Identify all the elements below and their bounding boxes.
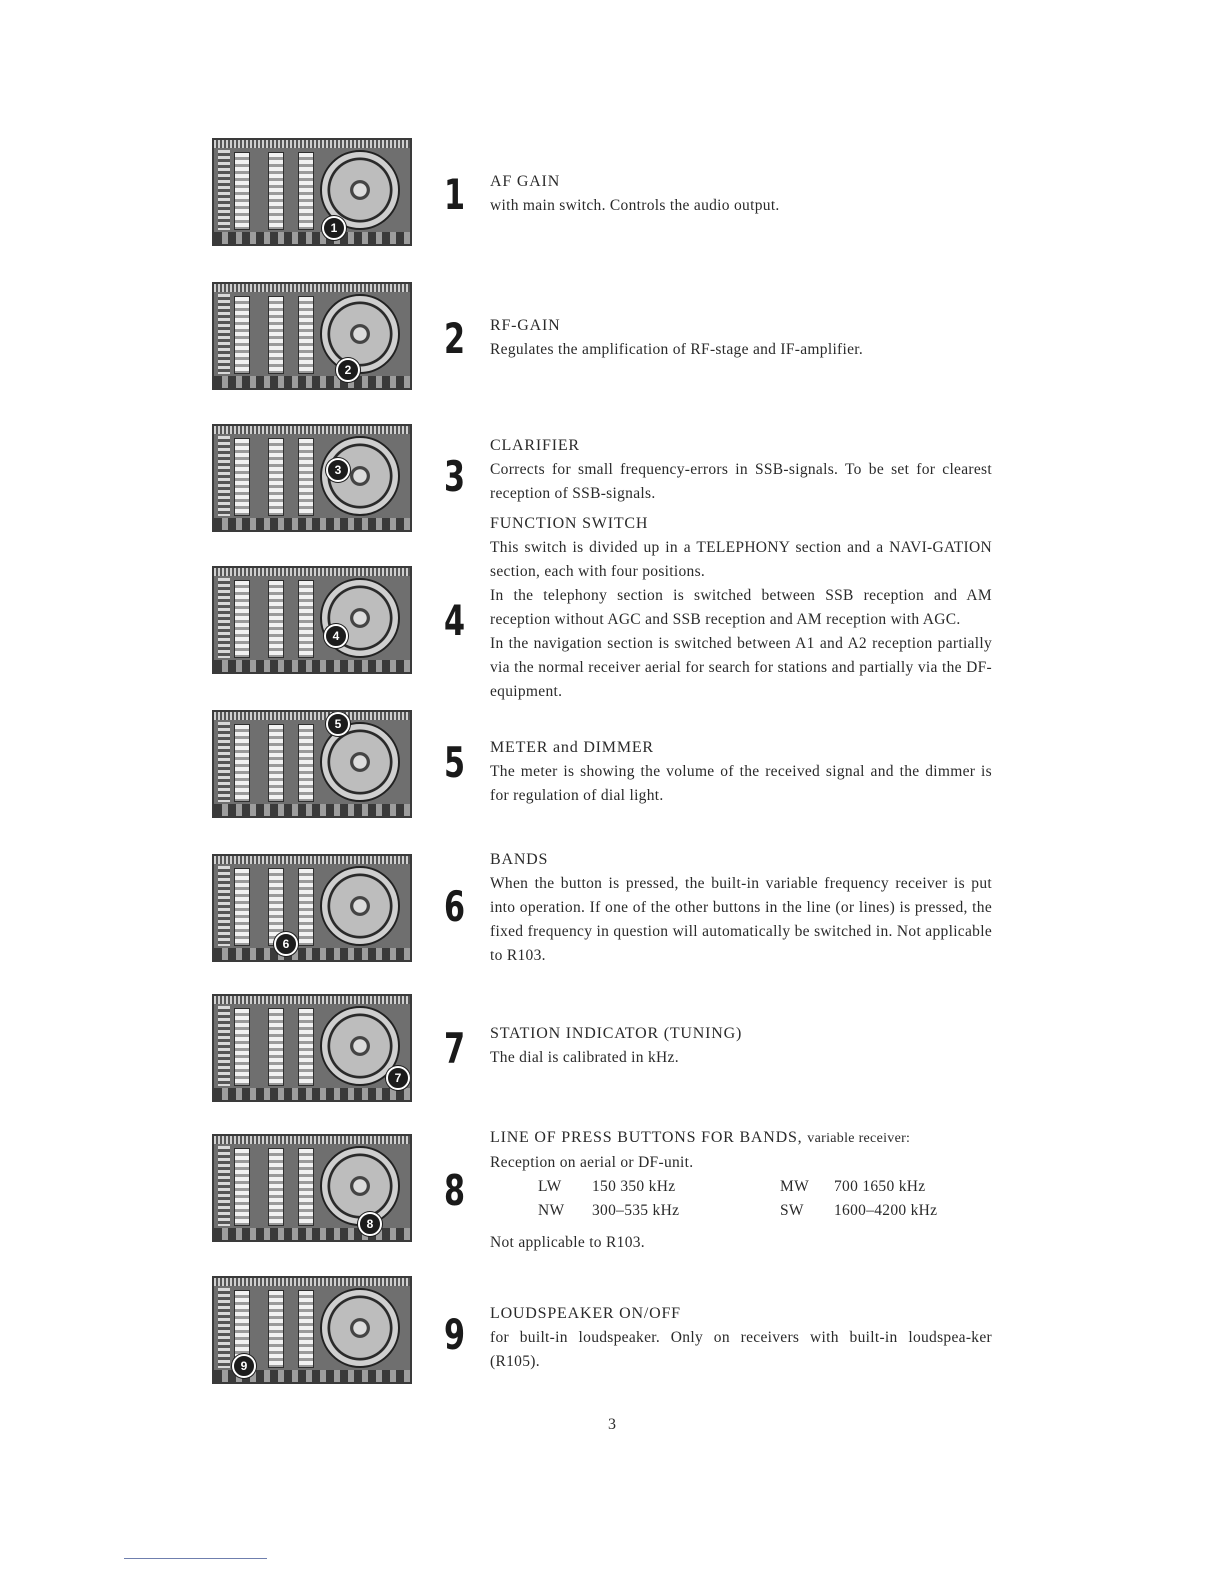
receiver-photo-7 xyxy=(212,994,412,1102)
item-note: Not applicable to R103. xyxy=(490,1234,645,1251)
item-number-4: 4 xyxy=(444,596,466,645)
item-number-5: 5 xyxy=(444,738,466,787)
item-heading: STATION INDICATOR (TUNING) xyxy=(490,1025,743,1042)
callout-badge-4: 4 xyxy=(324,624,348,648)
receiver-photo-5 xyxy=(212,710,412,818)
band-range: 1600–4200 kHz xyxy=(834,1202,938,1219)
item-number-7: 7 xyxy=(444,1024,466,1073)
band-range: 300–535 kHz xyxy=(592,1202,680,1219)
bands-table xyxy=(538,1175,955,1223)
item-number-1: 1 xyxy=(444,170,466,219)
band-code: SW xyxy=(780,1202,804,1219)
footer-rule xyxy=(124,1558,267,1559)
item-heading: BANDS xyxy=(490,851,549,868)
item-number-6: 6 xyxy=(444,882,466,931)
receiver-photo-3 xyxy=(212,424,412,532)
callout-badge-2: 2 xyxy=(336,358,360,382)
item-body-2: In the telephony section is switched between SSB reception and AM reception without AGC and SSB reception and AM reception with AGC. xyxy=(490,587,992,628)
item-heading: CLARIFIER xyxy=(490,437,580,454)
band-code: MW xyxy=(780,1178,810,1195)
item-number-2: 2 xyxy=(444,314,466,363)
band-code: LW xyxy=(538,1178,562,1195)
item-4 xyxy=(490,512,992,704)
callout-badge-3: 3 xyxy=(326,458,350,482)
item-number-8: 8 xyxy=(444,1166,466,1215)
item-body: Regulates the amplification of RF-stage and IF-amplifier. xyxy=(490,341,864,358)
item-body: The dial is calibrated in kHz. xyxy=(490,1049,679,1066)
table-row xyxy=(538,1199,955,1223)
item-5 xyxy=(490,736,992,808)
item-2 xyxy=(490,314,992,362)
receiver-photo-4 xyxy=(212,566,412,674)
receiver-photo-2 xyxy=(212,282,412,390)
item-body: This switch is divided up in a TELEPHONY section and a NAVI-GATION section, each with four positions. xyxy=(490,539,992,580)
callout-badge-5: 5 xyxy=(326,712,350,736)
item-body: When the button is pressed, the built-in variable frequency receiver is put into operation. If one of the other buttons in the line (or lines) is pressed, the fixed frequency in question will automatically be switched in. Not applicable to R103. xyxy=(490,875,992,964)
item-heading: METER and DIMMER xyxy=(490,739,654,756)
item-heading: RF-GAIN xyxy=(490,317,561,334)
receiver-photo-1 xyxy=(212,138,412,246)
item-number-9: 9 xyxy=(444,1310,466,1359)
band-range: 700 1650 kHz xyxy=(834,1178,926,1195)
item-8 xyxy=(490,1126,992,1255)
item-heading-suffix: variable receiver: xyxy=(807,1131,911,1146)
callout-badge-8: 8 xyxy=(358,1212,382,1236)
callout-badge-7: 7 xyxy=(386,1066,410,1090)
item-heading xyxy=(490,1126,992,1151)
item-body: with main switch. Controls the audio output. xyxy=(490,197,780,214)
item-1 xyxy=(490,170,992,218)
item-body: Reception on aerial or DF-unit. xyxy=(490,1154,694,1171)
item-7 xyxy=(490,1022,992,1070)
item-heading-main: LINE OF PRESS BUTTONS FOR BANDS, xyxy=(490,1129,803,1146)
callout-badge-9: 9 xyxy=(232,1354,256,1378)
item-3 xyxy=(490,434,992,506)
receiver-photo-6 xyxy=(212,854,412,962)
item-heading: FUNCTION SWITCH xyxy=(490,515,649,532)
band-range: 150 350 kHz xyxy=(592,1178,676,1195)
item-body: for built-in loudspeaker. Only on receivers with built-in loudspea-ker (R105). xyxy=(490,1329,992,1370)
callout-badge-1: 1 xyxy=(322,216,346,240)
band-code: NW xyxy=(538,1202,565,1219)
receiver-photo-8 xyxy=(212,1134,412,1242)
item-9 xyxy=(490,1302,992,1374)
item-heading: LOUDSPEAKER ON/OFF xyxy=(490,1305,681,1322)
table-row xyxy=(538,1175,955,1199)
receiver-photo-9 xyxy=(212,1276,412,1384)
item-heading: AF GAIN xyxy=(490,173,561,190)
page-number: 3 xyxy=(608,1416,616,1433)
item-body: The meter is showing the volume of the received signal and the dimmer is for regulation of dial light. xyxy=(490,763,992,804)
item-6 xyxy=(490,848,992,968)
item-number-3: 3 xyxy=(444,452,466,501)
item-body-3: In the navigation section is switched between A1 and A2 reception partially via the normal receiver aerial for search for stations and partially via the DF-equipment. xyxy=(490,635,992,700)
item-body: Corrects for small frequency-errors in SSB-signals. To be set for clearest reception of SSB-signals. xyxy=(490,461,992,502)
callout-badge-6: 6 xyxy=(274,932,298,956)
